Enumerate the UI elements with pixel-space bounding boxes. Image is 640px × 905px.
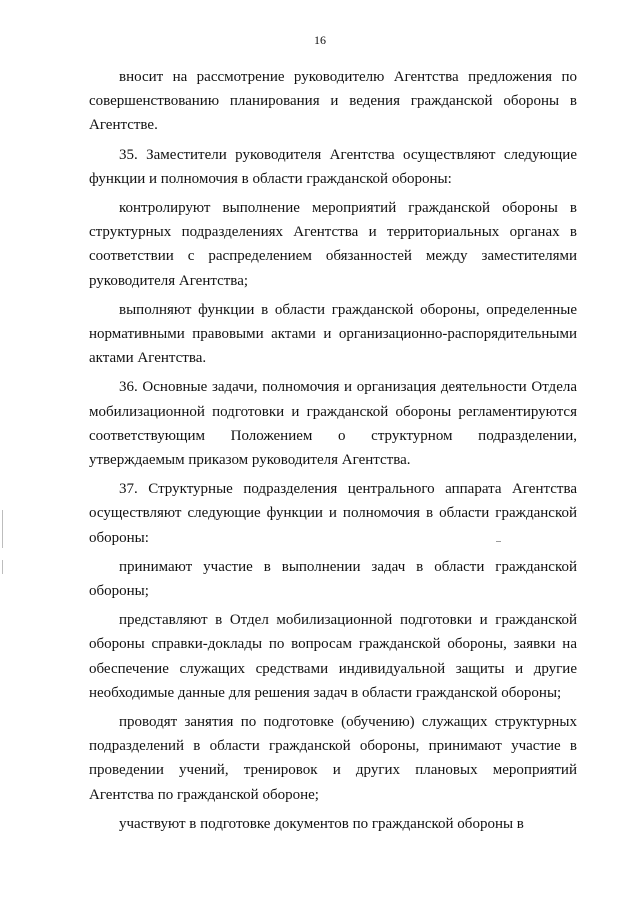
paragraph-37-item-training: проводят занятия по подготовке (обучению) служащих структурных подразделений в области гражданской обороны, принимают участие в проведении учений, тренировок и других плановых мероприятий Агентства по гражданской обороне;	[89, 714, 577, 803]
scan-edge-mark	[2, 560, 3, 574]
paragraph-37-item-reports: представляют в Отдел мобилизационной подготовки и гражданской обороны справки-доклады по вопросам гражданской обороны, заявки на обеспечение служащих средствами индивидуальной защиты и другие необходимые данные для решения задач в области гражданской обороны;	[89, 612, 577, 701]
paragraph-35-item-functions: выполняют функции в области гражданской обороны, определенные нормативными правовыми актами и организационно-распорядительными актами Агентства.	[89, 301, 577, 367]
document-body	[89, 65, 577, 841]
paragraph-35: 35. Заместители руководителя Агентства осуществляют следующие функции и полномочия в области гражданской обороны:	[89, 146, 577, 187]
paragraph-37: 37. Структурные подразделения центрального аппарата Агентства осуществляют следующие функции и полномочия в области гражданской обороны:	[89, 481, 577, 546]
paragraph-36: 36. Основные задачи, полномочия и организация деятельности Отдела мобилизационной подготовки и гражданской обороны регламентируются соответствующим Положением о структурном подразделении, утверждаемым приказом руководителя Агентства.	[89, 379, 577, 469]
scan-speck	[496, 541, 501, 542]
paragraph-37-item-participate: принимают участие в выполнении задач в области гражданской обороны;	[89, 558, 577, 600]
scan-edge-mark	[2, 510, 3, 548]
paragraph-continuation: вносит на рассмотрение руководителю Агентства предложения по совершенствованию планирования и ведения гражданской обороны в Агентстве.	[89, 69, 577, 134]
page-number: 16	[314, 33, 326, 47]
paragraph-37-item-documents: участвуют в подготовке документов по гражданской обороны в	[119, 815, 524, 832]
paragraph-35-item-control: контролируют выполнение мероприятий гражданской обороны в структурных подразделениях Агентства и территориальных органах в соответствии с распределением обязанностей между заместителями руководителя Агентства;	[89, 200, 577, 289]
